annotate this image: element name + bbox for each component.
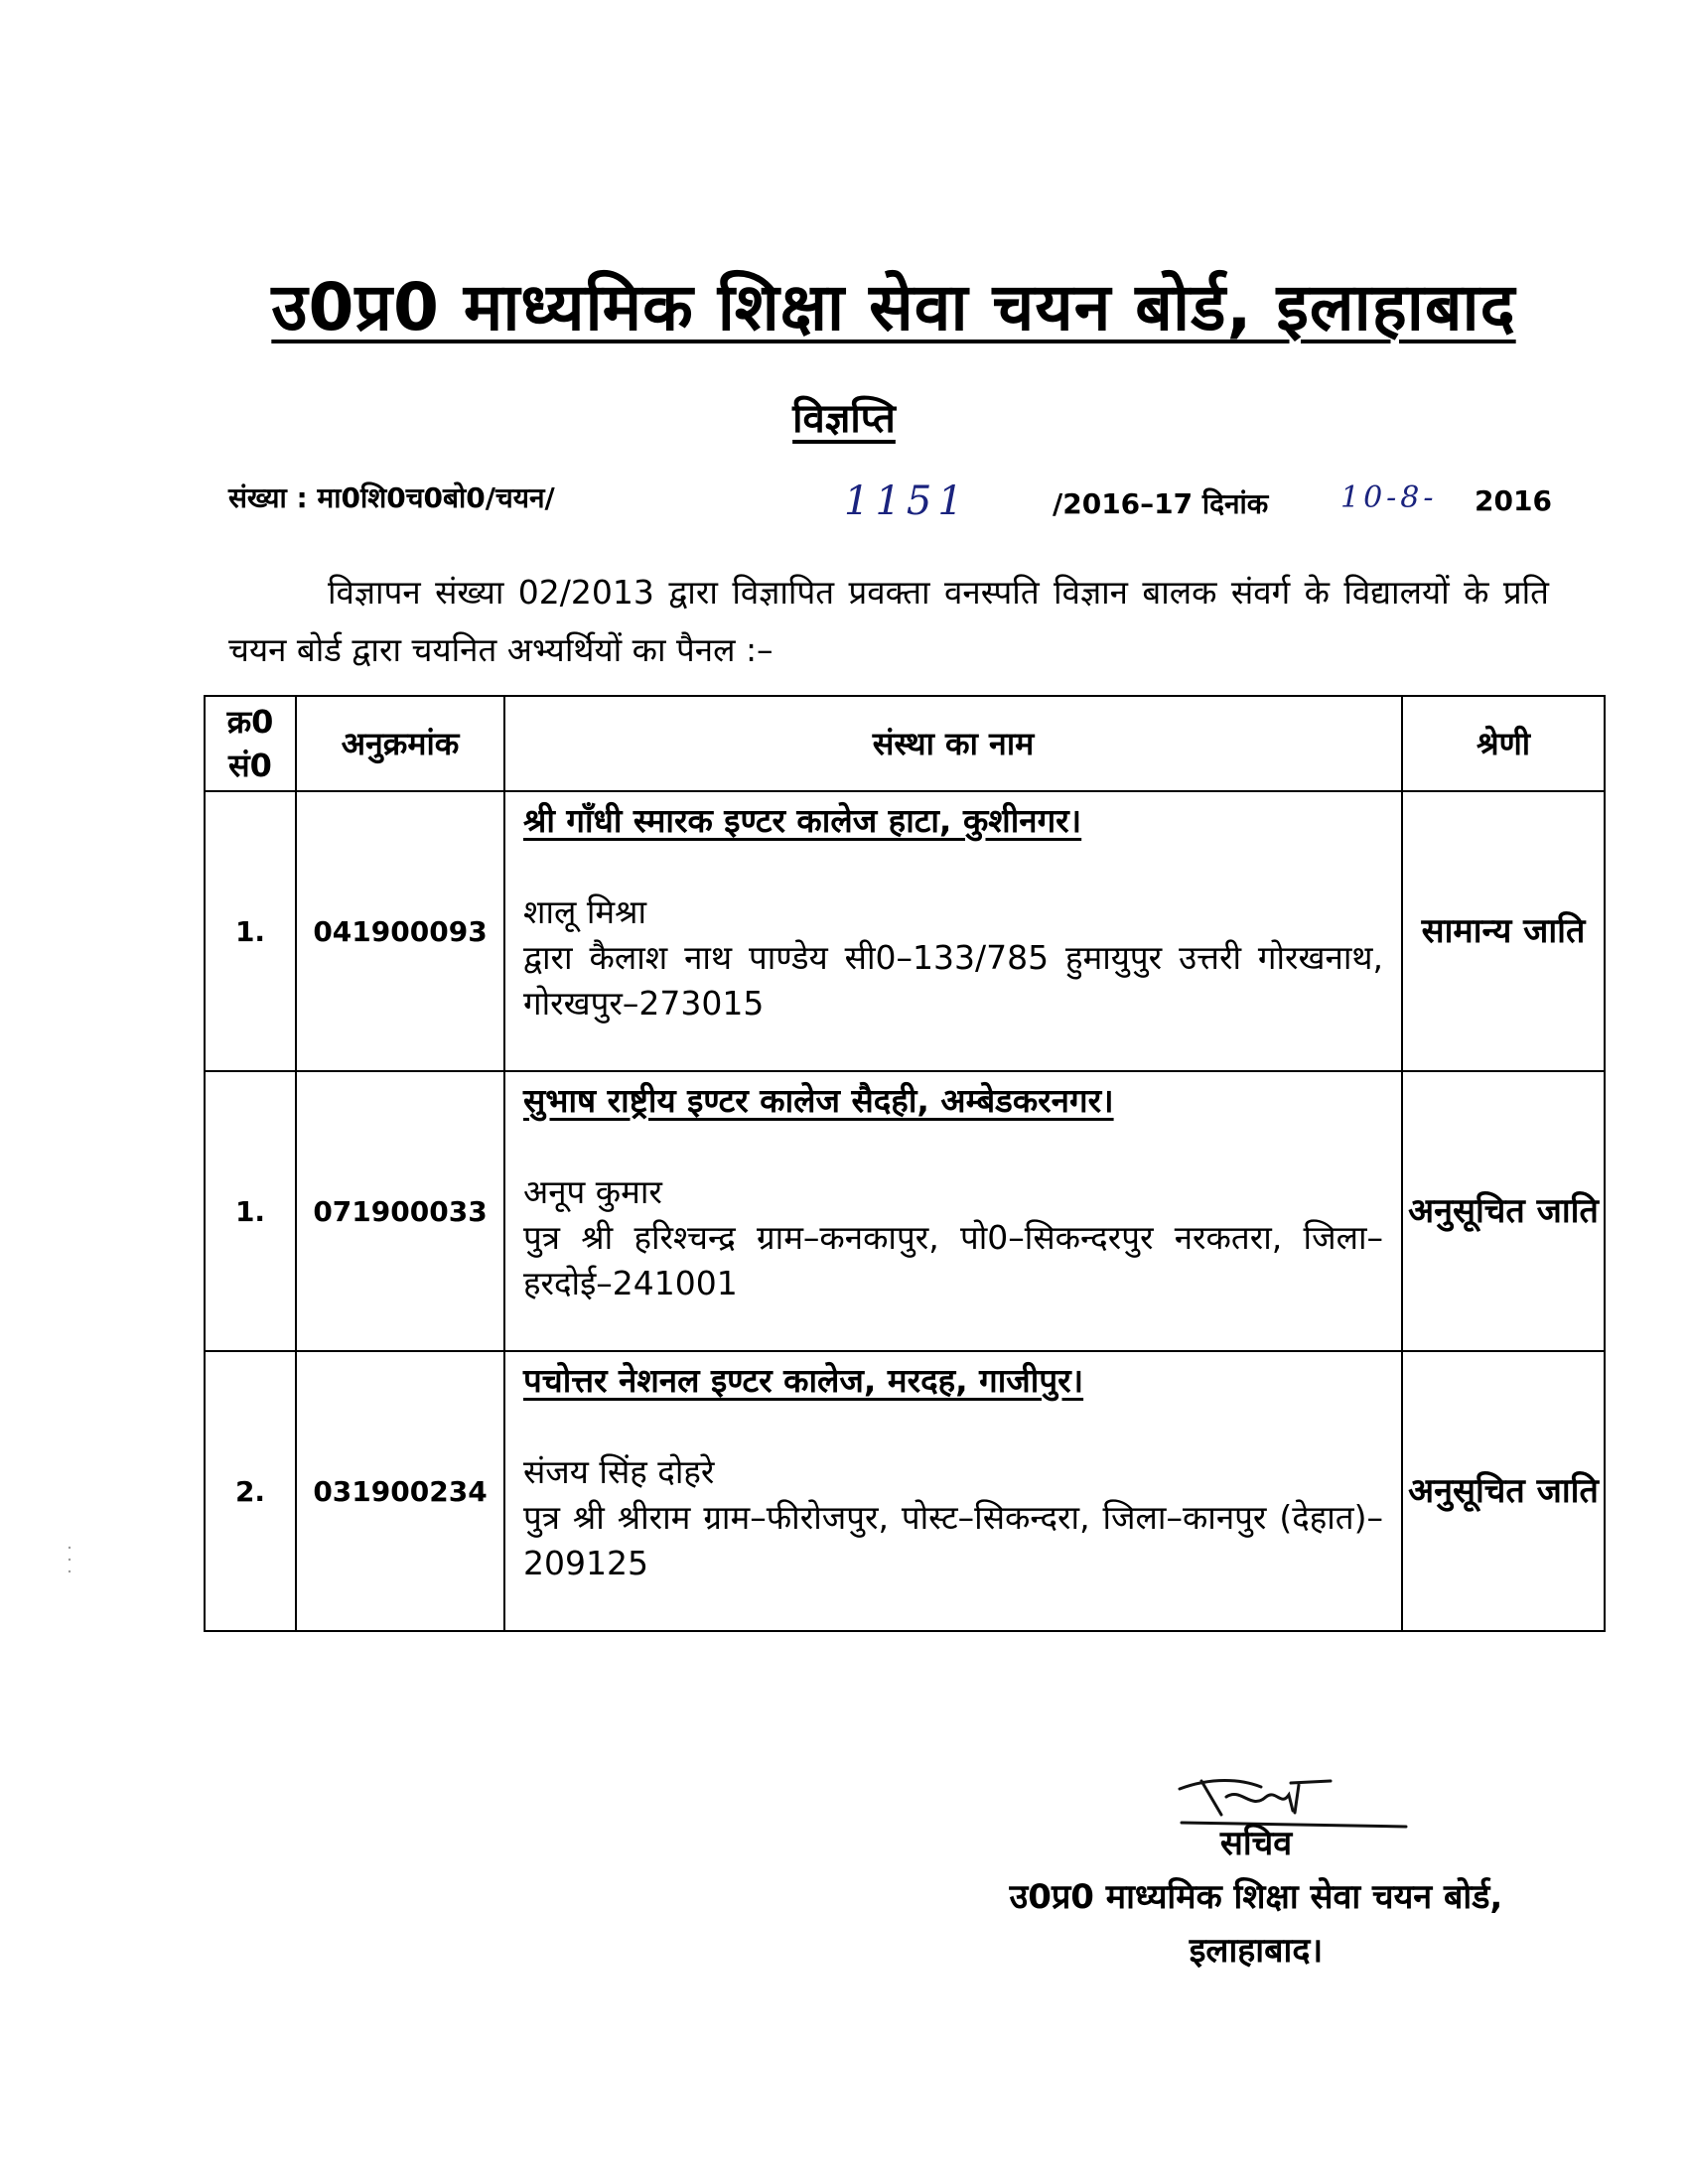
table-header-row [205, 696, 1605, 791]
signatory-office: उ0प्र0 माध्यमिक शिक्षा सेवा चयन बोर्ड, [1009, 1877, 1503, 1917]
institution-name: पचोत्तर नेशनल इण्टर कालेज, मरदह, गाजीपुर। [523, 1361, 1084, 1400]
candidate-name: संजय सिंह दोहरे [523, 1452, 715, 1491]
institution-cell [504, 1071, 1402, 1351]
handwritten-reference-number: 1151 [844, 478, 969, 524]
candidate-address: पुत्र श्री हरिश्चन्द्र ग्राम–कनकापुर, पो0–सिकन्दरपुर नरकतरा, जिला–हरदोई–241001 [523, 1218, 1383, 1302]
header-category: श्रेणी [1402, 696, 1605, 791]
serial-cell: 2. [205, 1351, 296, 1631]
table-row [205, 1351, 1605, 1631]
reference-year-date-label: /2016–17 दिनांक [1053, 487, 1269, 520]
roll-cell: 031900234 [296, 1351, 504, 1631]
header-serial: क्र0 सं0 [205, 696, 296, 791]
category-cell: अनुसूचित जाति [1402, 1071, 1605, 1351]
reference-line [228, 478, 1552, 538]
notice-heading: विज्ञप्ति [792, 396, 896, 442]
board-title: उ0प्र0 माध्यमिक शिक्षा सेवा चयन बोर्ड, इलाहाबाद [271, 269, 1516, 345]
institution-cell [504, 791, 1402, 1071]
candidate-address: पुत्र श्री श्रीराम ग्राम–फीरोजपुर, पोस्ट–सिकन्दरा, जिला–कानपुर (देहात)–209125 [523, 1498, 1383, 1582]
header-roll: अनुक्रमांक [296, 696, 504, 791]
candidate-name: शालू मिश्रा [523, 892, 647, 931]
institution-cell [504, 1351, 1402, 1631]
date-year: 2016 [1475, 484, 1552, 517]
serial-cell: 1. [205, 1071, 296, 1351]
selection-panel-table [204, 695, 1606, 1632]
institution-name: श्री गाँधी स्मारक इण्टर कालेज हाटा, कुशीनगर। [523, 801, 1082, 840]
header-institution: संस्था का नाम [504, 696, 1402, 791]
signatory-city: इलाहाबाद। [1189, 1931, 1324, 1971]
category-cell: सामान्य जाति [1402, 791, 1605, 1071]
table-row [205, 791, 1605, 1071]
handwritten-date: 10-8- [1340, 480, 1438, 515]
institution-name: सुभाष राष्ट्रीय इण्टर कालेज सैदही, अम्बेडकरनगर। [523, 1081, 1114, 1120]
intro-paragraph: विज्ञापन संख्या 02/2013 द्वारा विज्ञापित प्रवक्ता वनस्पति विज्ञान बालक संवर्ग के विद्यालयों के प्रति चयन बोर्ड द्वारा चयनित अभ्यर्थियों का पैनल :– [228, 573, 1549, 669]
signatory-block [874, 1817, 1638, 1978]
roll-cell: 041900093 [296, 791, 504, 1071]
candidate-name: अनूप कुमार [523, 1172, 662, 1211]
candidate-address: द्वारा कैलाश नाथ पाण्डेय सी0–133/785 हुमायुपुर उत्तरी गोरखनाथ, गोरखपुर–273015 [523, 938, 1383, 1023]
margin-dots-mark [68, 1544, 71, 1583]
signatory-designation: सचिव [1219, 1824, 1293, 1863]
category-cell: अनुसूचित जाति [1402, 1351, 1605, 1631]
serial-cell: 1. [205, 791, 296, 1071]
table-row [205, 1071, 1605, 1351]
reference-number-prefix: संख्या : मा0शि0च0बो0/चयन/ [228, 481, 555, 514]
roll-cell: 071900033 [296, 1071, 504, 1351]
